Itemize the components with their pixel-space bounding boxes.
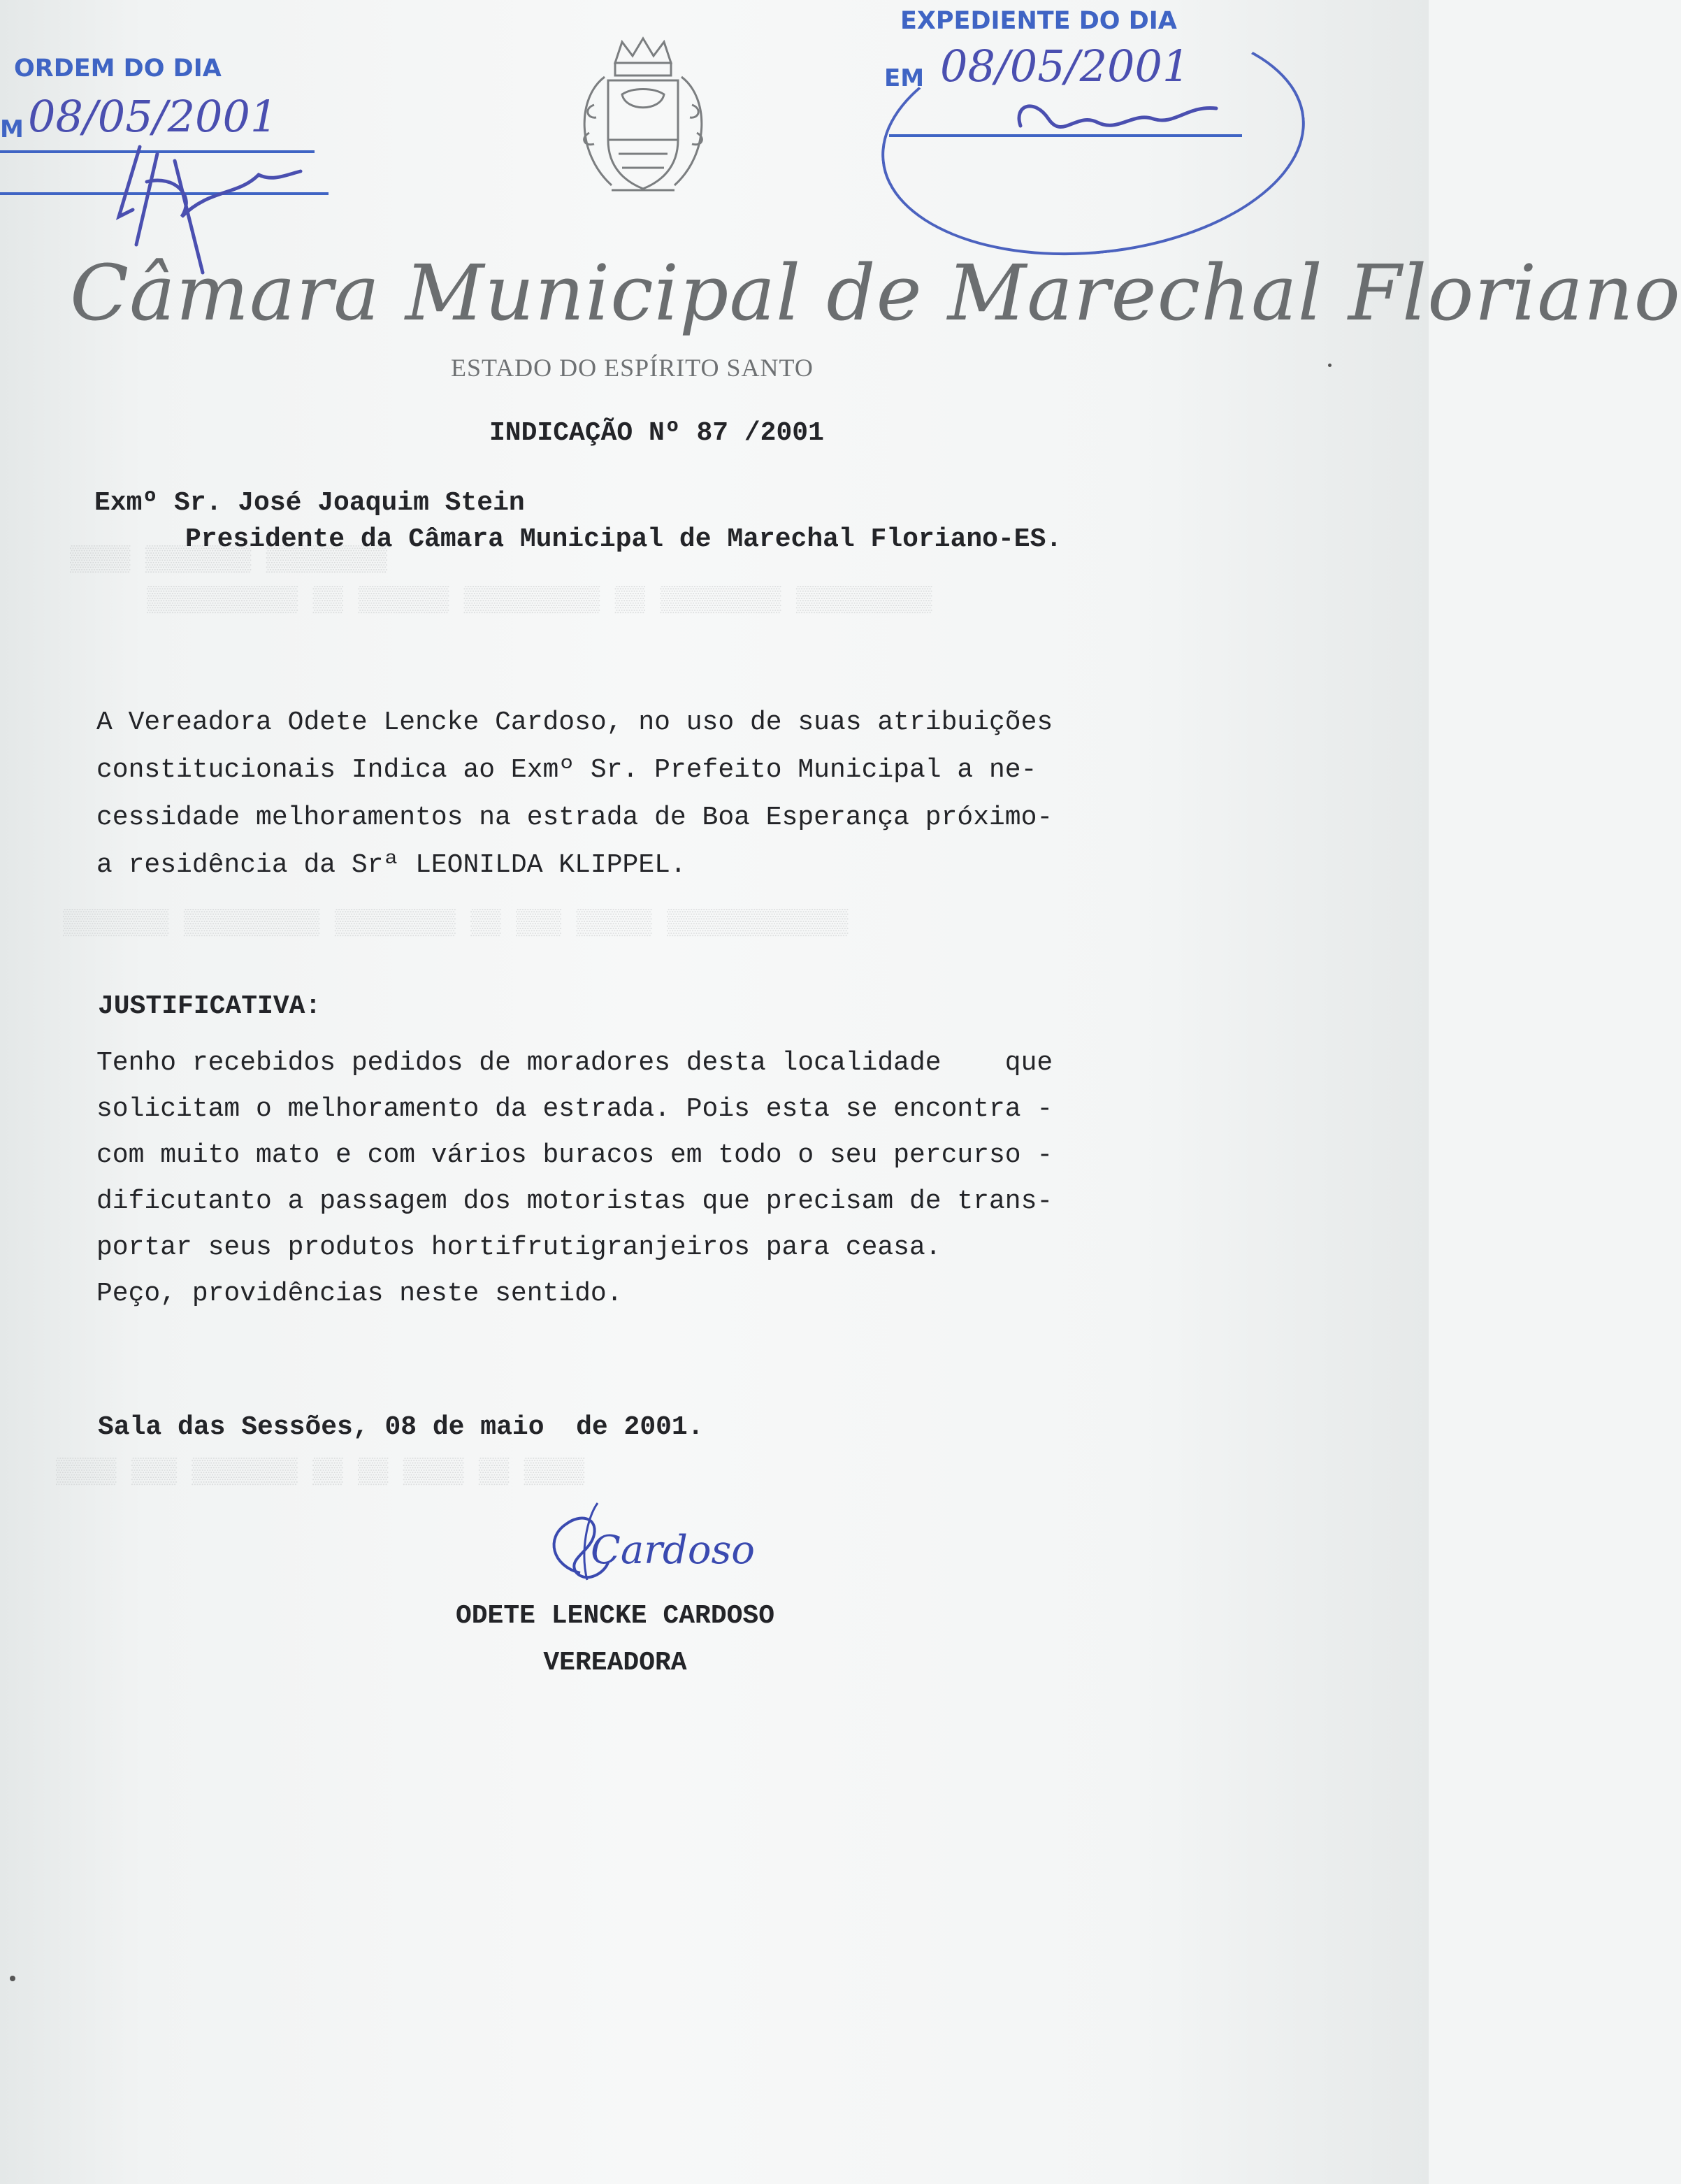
indication-paragraph — [96, 699, 1201, 889]
paragraph-line: Tenho recebidos pedidos de moradores desta localidade que — [96, 1048, 1053, 1078]
paragraph-line: com muito mato e com vários buracos em todo o seu percurso - — [96, 1140, 1053, 1170]
bleed-through-text: ▒▒▒▒ ▒▒▒▒▒▒▒ ▒▒▒▒▒▒▒▒ — [70, 545, 387, 574]
letterhead-name: Câmara Municipal de Marechal Floriano — [70, 248, 1681, 338]
right-stamp-date: 08/05/2001 — [940, 41, 1190, 92]
paragraph-line: A Vereadora Odete Lencke Cardoso, no uso de suas atribuições — [96, 707, 1053, 738]
paragraph-line: solicitam o melhoramento da estrada. Pois esta se encontra - — [96, 1094, 1053, 1124]
addressee-title: Presidente da Câmara Municipal de Marechal Floriano-ES. — [185, 524, 1062, 554]
paragraph-line: portar seus produtos hortifrutigranjeiros para ceasa. — [96, 1233, 941, 1263]
justification-heading: JUSTIFICATIVA: — [98, 991, 322, 1021]
paper-speck — [1328, 364, 1332, 367]
letterhead-state: ESTADO DO ESPÍRITO SANTO — [451, 354, 814, 382]
left-stamp-date: 08/05/2001 — [28, 91, 278, 142]
justification-paragraph — [96, 1040, 1201, 1317]
right-stamp-title: EXPEDIENTE DO DIA — [900, 7, 1177, 35]
bleed-through-text: ▒▒▒▒▒▒▒ ▒▒▒▒▒▒▒▒▒ ▒▒▒▒▒▒▒▒ ▒▒ ▒▒▒ ▒▒▒▒▒ ▒▒▒▒▒▒▒▒▒▒▒▒ — [63, 909, 849, 937]
signature-script: Cardoso — [591, 1528, 756, 1573]
bleed-through-text: ▒▒▒▒ ▒▒▒ ▒▒▒▒▒▒▒ ▒▒ ▒▒ ▒▒▒▒ ▒▒ ▒▒▒▒ — [56, 1458, 585, 1486]
paragraph-line: constitucionais Indica ao Exmº Sr. Prefeito Municipal a ne- — [96, 755, 1037, 785]
document-title: INDICAÇÃO Nº 87 /2001 — [489, 418, 824, 448]
paragraph-line: Peço, providências neste sentido. — [96, 1279, 623, 1309]
left-stamp-title: ORDEM DO DIA — [14, 55, 222, 82]
paragraph-line: a residência da Srª LEONILDA KLIPPEL. — [96, 850, 686, 880]
signer-name: ODETE LENCKE CARDOSO — [455, 1601, 775, 1631]
bleed-through-text: ▒▒▒▒▒▒▒▒▒▒ ▒▒ ▒▒▒▒▒▒ ▒▒▒▒▒▒▒▒▒ ▒▒ ▒▒▒▒▒▒▒▒ ▒▒▒▒▒▒▒▒▒ — [147, 586, 932, 615]
municipal-coat-of-arms-icon — [556, 35, 730, 210]
right-stamp-signature-scribble — [1007, 84, 1230, 154]
paragraph-line: dificutanto a passagem dos motoristas que precisam de trans- — [96, 1186, 1053, 1216]
paragraph-line: cessidade melhoramentos na estrada de Boa Esperança próximo- — [96, 803, 1053, 833]
addressee-name: Exmº Sr. José Joaquim Stein — [94, 488, 525, 518]
session-date-line: Sala das Sessões, 08 de maio de 2001. — [98, 1412, 704, 1442]
paper-speck — [10, 1976, 15, 1981]
left-stamp-em: M — [0, 115, 24, 143]
signer-role: VEREADORA — [543, 1648, 687, 1678]
right-stamp-em: EM — [884, 64, 925, 92]
